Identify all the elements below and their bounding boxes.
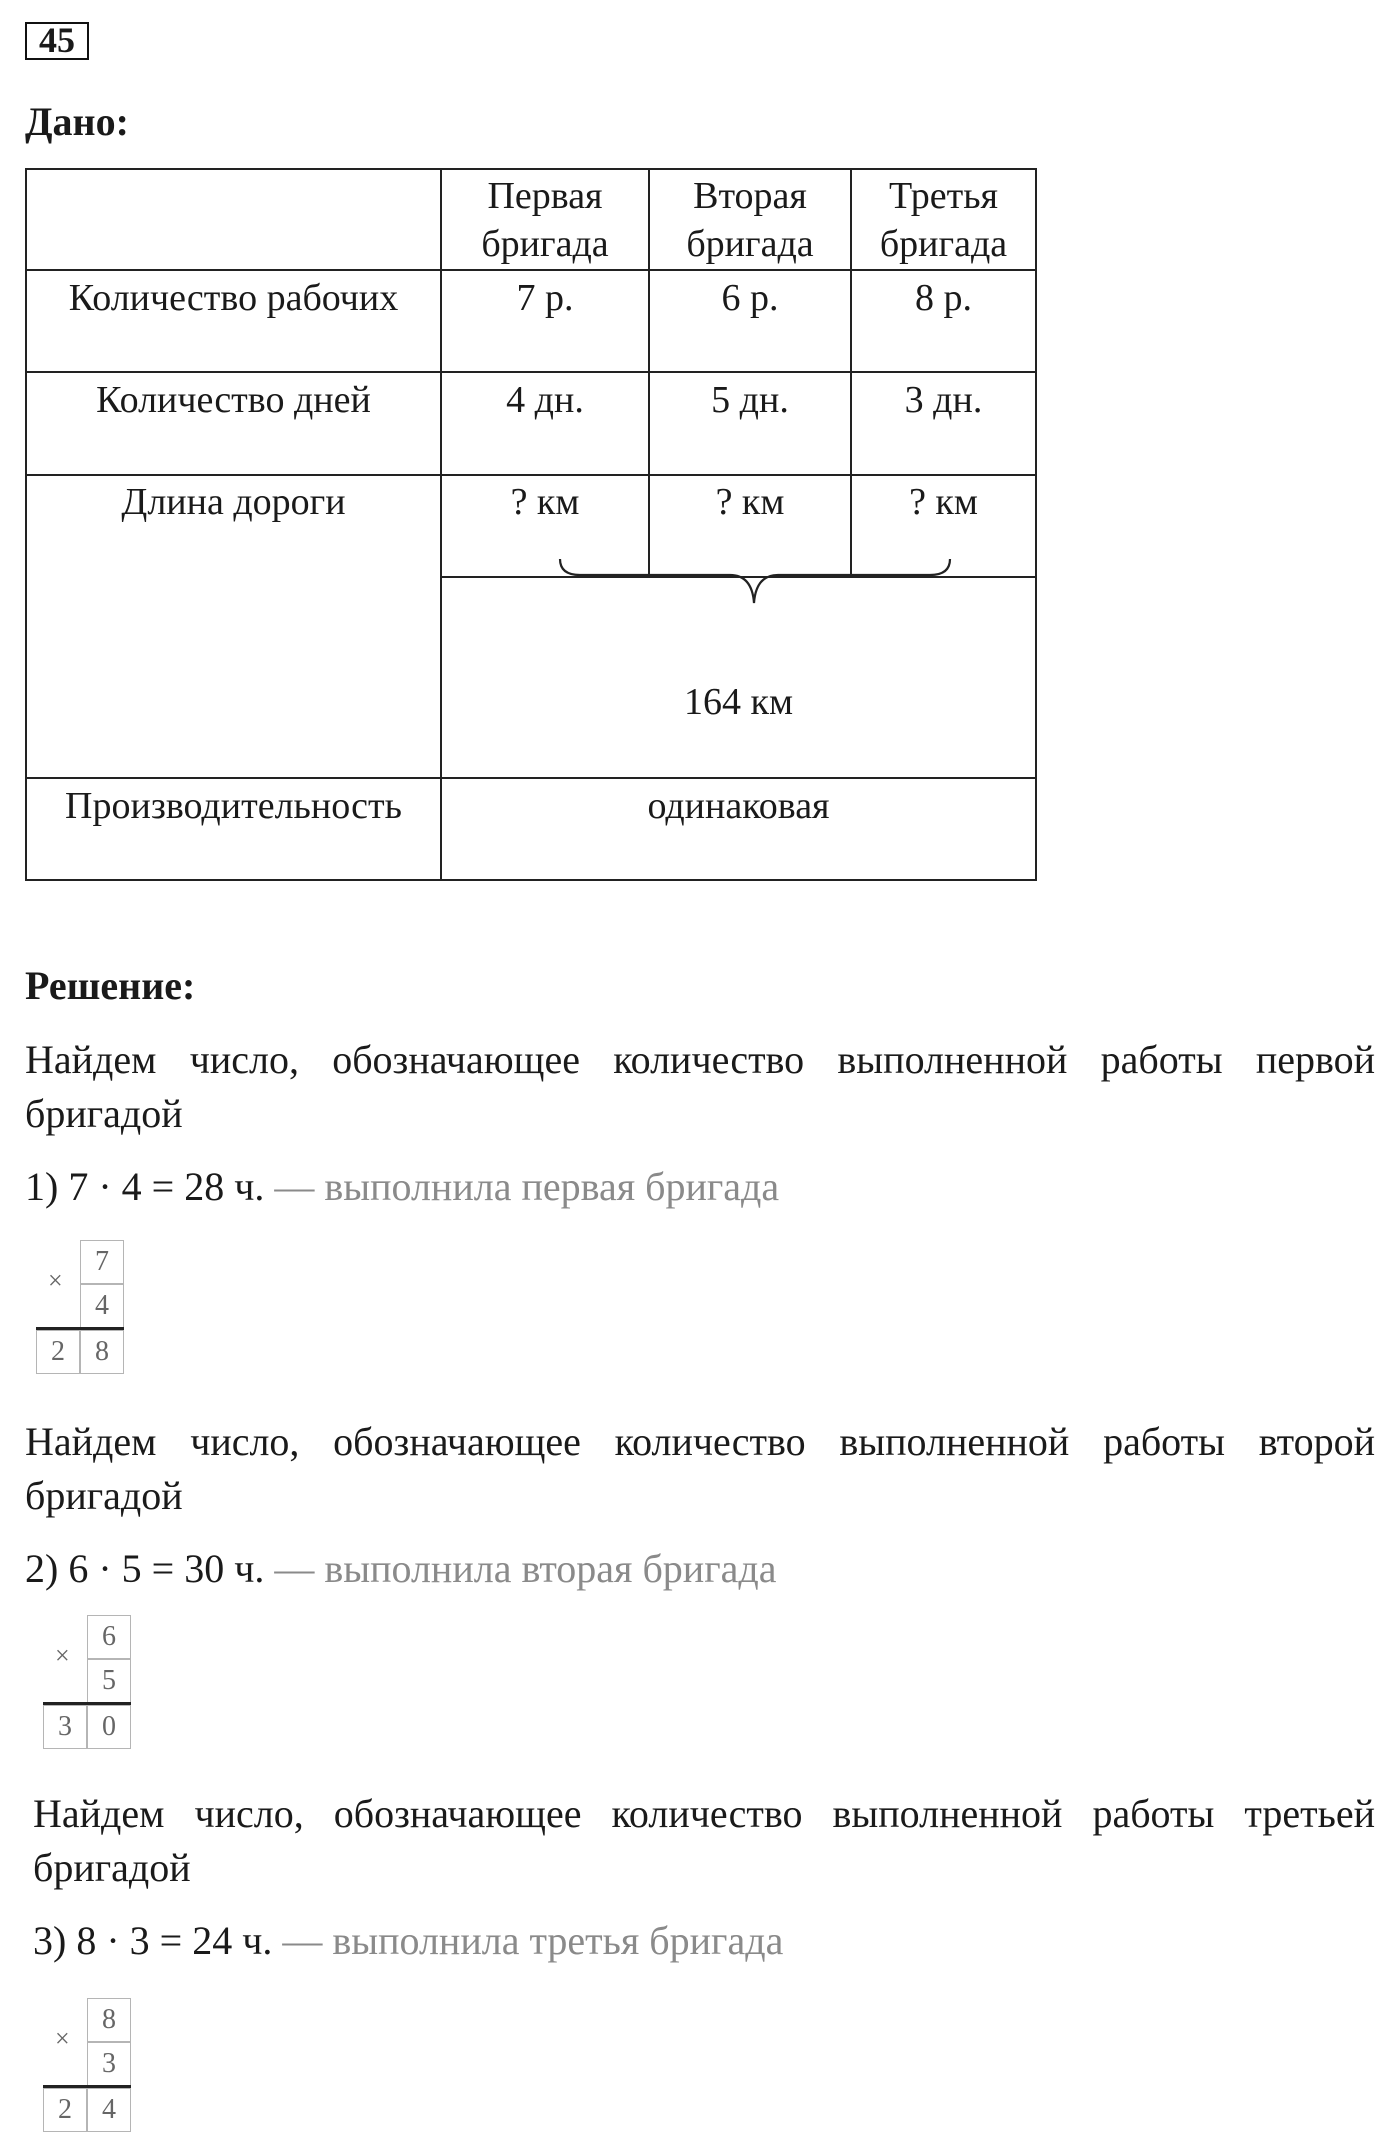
- header-brigade-3: Третья бригада: [879, 175, 1008, 265]
- mult-1-result-tens: 2: [36, 1330, 80, 1374]
- row-label-workers: Количество рабочих: [68, 277, 399, 319]
- multiply-sign-icon: ×: [48, 1266, 63, 1295]
- length-brigade-2: ? км: [715, 481, 785, 523]
- step-3-text: Найдем число, обозначающее количество выполненной работы третьей бригадой: [33, 1791, 1375, 1890]
- mult-3-result-tens: 2: [43, 2088, 87, 2132]
- length-brigade-3: ? км: [909, 481, 978, 523]
- multiply-sign-icon: ×: [55, 1641, 70, 1670]
- step-3-equation: 3) 8 · 3 = 24 ч.: [33, 1918, 273, 1963]
- step-2-text: Найдем число, обозначающее количество выполненной работы второй бригадой: [25, 1419, 1375, 1518]
- step-2-note: — выполнила вторая бригада: [274, 1546, 777, 1591]
- header-brigade-1: Первая бригада: [481, 175, 609, 265]
- productivity-value: одинаковая: [647, 785, 830, 827]
- step-2-equation: 2) 6 · 5 = 30 ч.: [25, 1546, 265, 1591]
- task-number: 45: [25, 22, 89, 60]
- step-1-note: — выполнила первая бригада: [274, 1164, 780, 1209]
- workers-brigade-2: 6 р.: [721, 277, 779, 319]
- mult-3-bottom: 3: [87, 2042, 131, 2086]
- row-label-road-length: Длина дороги: [121, 481, 346, 523]
- mult-1-result-units: 8: [80, 1330, 124, 1374]
- given-heading: Дано:: [25, 99, 129, 144]
- step-1-formula: [25, 1163, 779, 1210]
- step-1-equation: 1) 7 · 4 = 28 ч.: [25, 1164, 265, 1209]
- step-1-text: Найдем число, обозначающее количество выполненной работы первой бригадой: [25, 1037, 1375, 1136]
- days-brigade-3: 3 дн.: [904, 379, 983, 421]
- mult-3-result-units: 4: [87, 2088, 131, 2132]
- multiply-sign-icon: ×: [55, 2024, 70, 2053]
- row-label-productivity: Производительность: [65, 785, 402, 827]
- given-table: [0, 0, 1400, 900]
- mult-2-result-tens: 3: [43, 1705, 87, 1749]
- mult-1-top: 7: [80, 1240, 124, 1284]
- header-brigade-2: Вторая бригада: [686, 175, 814, 265]
- step-3-note: — выполнила третья бригада: [282, 1918, 784, 1963]
- mult-2-result-units: 0: [87, 1705, 131, 1749]
- days-brigade-2: 5 дн.: [711, 379, 789, 421]
- mult-2-bottom: 5: [87, 1659, 131, 1703]
- step-3-formula: [33, 1917, 783, 1964]
- step-2-formula: [25, 1545, 776, 1592]
- curly-brace: [540, 555, 960, 635]
- total-length: 164 км: [683, 681, 793, 723]
- length-brigade-1: ? км: [510, 481, 580, 523]
- workers-brigade-1: 7 р.: [516, 277, 574, 319]
- mult-1-bottom: 4: [80, 1284, 124, 1328]
- solution-heading: Решение:: [25, 963, 196, 1008]
- row-label-days: Количество дней: [96, 379, 371, 421]
- workers-brigade-3: 8 р.: [915, 277, 972, 319]
- mult-2-top: 6: [87, 1615, 131, 1659]
- days-brigade-1: 4 дн.: [506, 379, 584, 421]
- mult-3-top: 8: [87, 1998, 131, 2042]
